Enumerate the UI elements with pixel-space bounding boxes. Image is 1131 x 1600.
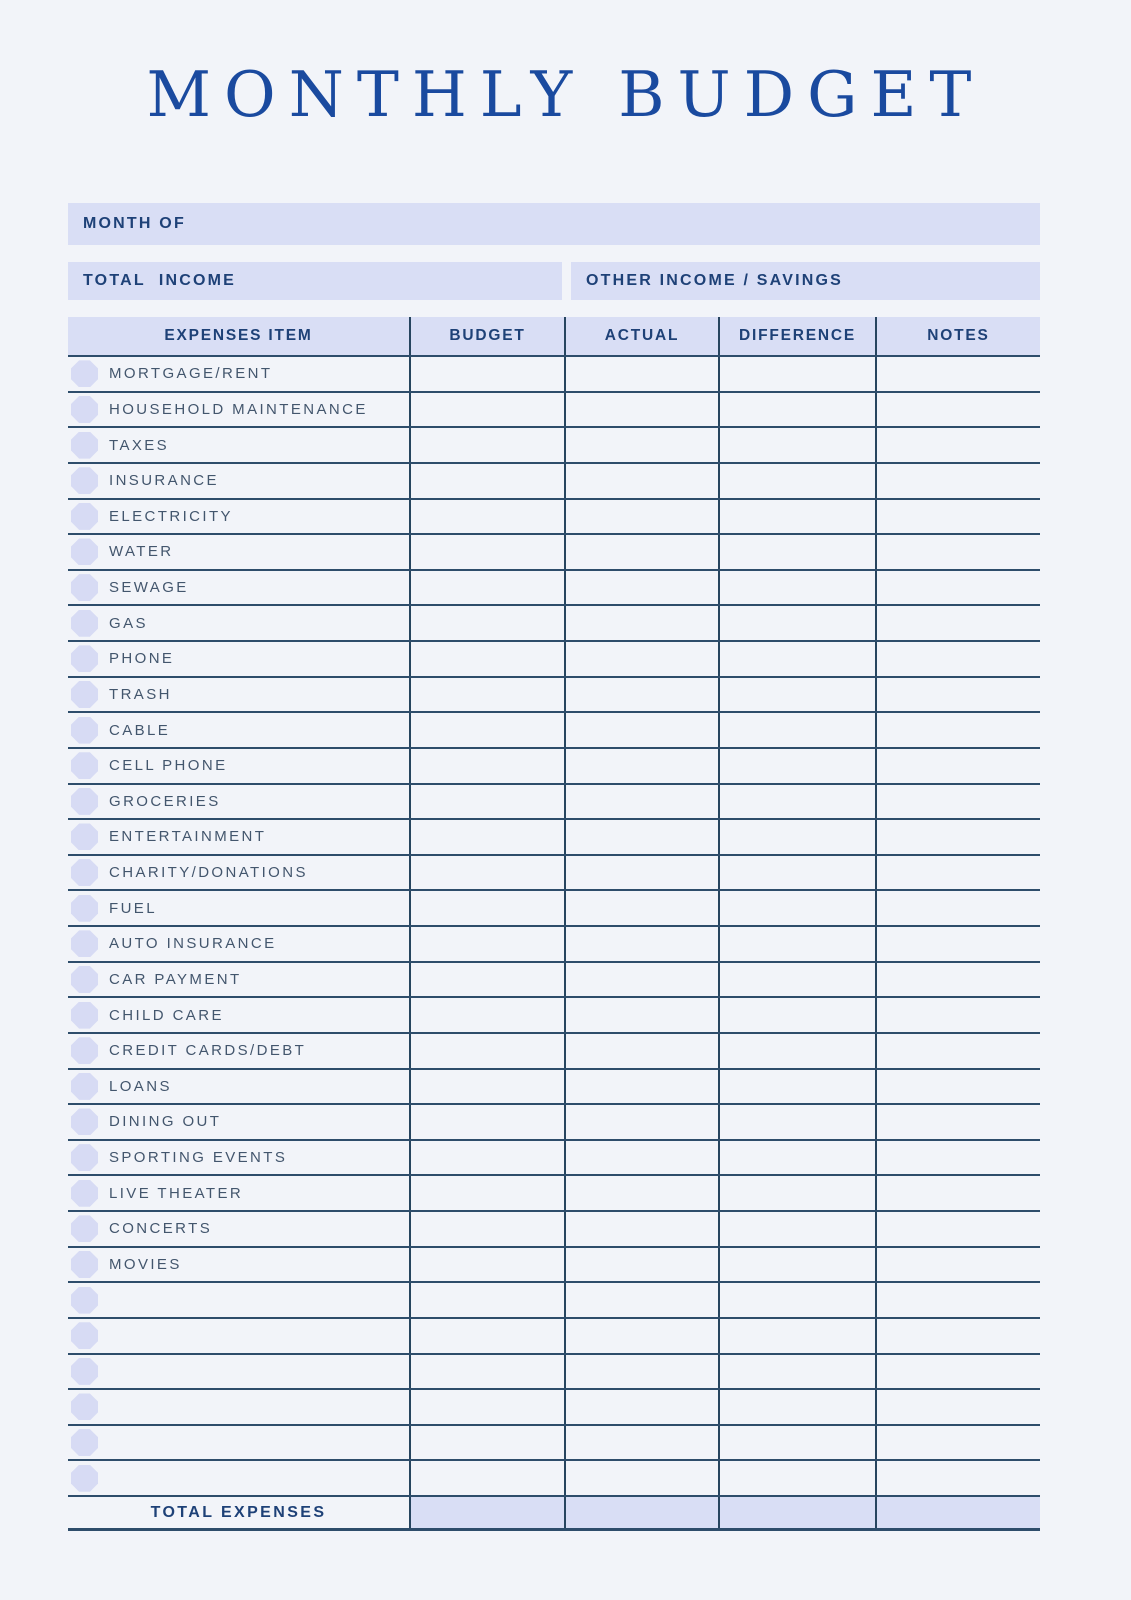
expense-row <box>68 535 1040 571</box>
budget-cell <box>409 500 564 534</box>
expense-label: CABLE <box>109 721 171 739</box>
month-of-bar <box>68 203 1040 245</box>
expense-item-cell <box>68 678 409 712</box>
budget-cell <box>409 1319 564 1353</box>
difference-cell <box>718 963 875 997</box>
expense-item-cell <box>68 1105 409 1139</box>
expense-item-cell <box>68 785 409 819</box>
notes-cell <box>875 535 1040 569</box>
header-budget <box>409 317 564 355</box>
expense-label: CELL PHONE <box>109 757 228 775</box>
notes-cell <box>875 357 1040 391</box>
total-actual-cell <box>564 1497 718 1528</box>
expense-row <box>68 642 1040 678</box>
expense-item-cell <box>68 464 409 498</box>
budget-cell <box>409 606 564 640</box>
octagon-bullet-icon <box>71 1108 98 1135</box>
expense-item-cell <box>68 1355 409 1389</box>
notes-cell <box>875 820 1040 854</box>
actual-cell <box>564 1034 718 1068</box>
difference-cell <box>718 1319 875 1353</box>
expense-row <box>68 393 1040 429</box>
difference-cell <box>718 713 875 747</box>
actual-cell <box>564 428 718 462</box>
notes-cell <box>875 500 1040 534</box>
difference-cell <box>718 1248 875 1282</box>
expense-row <box>68 749 1040 785</box>
actual-cell <box>564 1319 718 1353</box>
header-notes-label: NOTES <box>927 327 990 344</box>
expense-item-cell <box>68 500 409 534</box>
notes-cell <box>875 1390 1040 1424</box>
header-expenses-item-label: EXPENSES ITEM <box>164 327 313 344</box>
header-difference-label: DIFFERENCE <box>738 327 857 344</box>
expense-row <box>68 1283 1040 1319</box>
budget-cell <box>409 642 564 676</box>
octagon-bullet-icon <box>71 1322 98 1349</box>
octagon-bullet-icon <box>71 396 98 423</box>
expense-label: CHILD CARE <box>109 1006 224 1024</box>
budget-cell <box>409 891 564 925</box>
actual-cell <box>564 1212 718 1246</box>
notes-cell <box>875 1248 1040 1282</box>
octagon-bullet-icon <box>71 1073 98 1100</box>
total-income-bar <box>68 262 562 300</box>
difference-cell <box>718 1176 875 1210</box>
budget-cell <box>409 571 564 605</box>
expense-row <box>68 1141 1040 1177</box>
total-expenses-label-cell <box>68 1497 409 1528</box>
octagon-bullet-icon <box>71 1215 98 1242</box>
budget-cell <box>409 535 564 569</box>
expense-row <box>68 820 1040 856</box>
difference-cell <box>718 1461 875 1495</box>
header-budget-label: BUDGET <box>449 327 526 344</box>
difference-cell <box>718 785 875 819</box>
notes-cell <box>875 1141 1040 1175</box>
octagon-bullet-icon <box>71 823 98 850</box>
octagon-bullet-icon <box>71 1358 98 1385</box>
actual-cell <box>564 963 718 997</box>
octagon-bullet-icon <box>71 1180 98 1207</box>
month-of-label: MONTH OF <box>83 215 186 232</box>
difference-cell <box>718 1070 875 1104</box>
difference-cell <box>718 535 875 569</box>
expense-label: TRASH <box>109 685 172 703</box>
budget-cell <box>409 1461 564 1495</box>
header-actual <box>564 317 718 355</box>
expense-item-cell <box>68 606 409 640</box>
octagon-bullet-icon <box>71 1393 98 1420</box>
expense-label: HOUSEHOLD MAINTENANCE <box>109 400 368 418</box>
budget-cell <box>409 713 564 747</box>
expense-item-cell <box>68 1070 409 1104</box>
expense-item-cell <box>68 891 409 925</box>
difference-cell <box>718 1390 875 1424</box>
expense-item-cell <box>68 749 409 783</box>
total-expenses-label: TOTAL EXPENSES <box>150 1503 327 1521</box>
difference-cell <box>718 642 875 676</box>
budget-cell <box>409 1248 564 1282</box>
expense-label: FUEL <box>109 899 157 917</box>
actual-cell <box>564 1141 718 1175</box>
total-income-label: TOTAL INCOME <box>83 272 237 289</box>
budget-cell <box>409 856 564 890</box>
notes-cell <box>875 713 1040 747</box>
expense-item-cell <box>68 642 409 676</box>
notes-cell <box>875 891 1040 925</box>
actual-cell <box>564 464 718 498</box>
expense-row <box>68 785 1040 821</box>
actual-cell <box>564 1355 718 1389</box>
difference-cell <box>718 464 875 498</box>
expense-label: GROCERIES <box>109 792 221 810</box>
octagon-bullet-icon <box>71 1037 98 1064</box>
budget-cell <box>409 1426 564 1460</box>
difference-cell <box>718 1212 875 1246</box>
notes-cell <box>875 1176 1040 1210</box>
total-budget-cell <box>409 1497 564 1528</box>
notes-cell <box>875 464 1040 498</box>
expense-row <box>68 1105 1040 1141</box>
notes-cell <box>875 1070 1040 1104</box>
actual-cell <box>564 535 718 569</box>
difference-cell <box>718 891 875 925</box>
budget-cell <box>409 1034 564 1068</box>
expense-label: CHARITY/DONATIONS <box>109 864 308 882</box>
expense-row <box>68 464 1040 500</box>
notes-cell <box>875 1105 1040 1139</box>
expense-item-cell <box>68 1426 409 1460</box>
notes-cell <box>875 1461 1040 1495</box>
notes-cell <box>875 393 1040 427</box>
notes-cell <box>875 1212 1040 1246</box>
budget-cell <box>409 785 564 819</box>
difference-cell <box>718 500 875 534</box>
expense-label: TAXES <box>109 436 170 454</box>
actual-cell <box>564 820 718 854</box>
expense-row <box>68 357 1040 393</box>
expense-label: CONCERTS <box>109 1220 213 1238</box>
notes-cell <box>875 428 1040 462</box>
expense-label: MOVIES <box>109 1255 182 1273</box>
notes-cell <box>875 678 1040 712</box>
actual-cell <box>564 1426 718 1460</box>
expense-item-cell <box>68 1390 409 1424</box>
expense-item-cell <box>68 357 409 391</box>
expense-label: ELECTRICITY <box>109 507 233 525</box>
budget-cell <box>409 749 564 783</box>
difference-cell <box>718 1105 875 1139</box>
actual-cell <box>564 357 718 391</box>
expense-item-cell <box>68 998 409 1032</box>
notes-cell <box>875 785 1040 819</box>
budget-cell <box>409 1283 564 1317</box>
actual-cell <box>564 1390 718 1424</box>
actual-cell <box>564 1283 718 1317</box>
notes-cell <box>875 998 1040 1032</box>
actual-cell <box>564 785 718 819</box>
expense-label: DINING OUT <box>109 1113 222 1131</box>
notes-cell <box>875 1283 1040 1317</box>
header-actual-label: ACTUAL <box>604 327 680 344</box>
actual-cell <box>564 642 718 676</box>
total-difference-cell <box>718 1497 875 1528</box>
notes-cell <box>875 1426 1040 1460</box>
expense-label: SPORTING EVENTS <box>109 1149 288 1167</box>
budget-cell <box>409 428 564 462</box>
budget-cell <box>409 464 564 498</box>
actual-cell <box>564 678 718 712</box>
difference-cell <box>718 1283 875 1317</box>
budget-cell <box>409 1070 564 1104</box>
difference-cell <box>718 1034 875 1068</box>
expense-row <box>68 606 1040 642</box>
budget-cell <box>409 393 564 427</box>
octagon-bullet-icon <box>71 752 98 779</box>
expense-label: AUTO INSURANCE <box>109 935 277 953</box>
budget-cell <box>409 1355 564 1389</box>
header-difference <box>718 317 875 355</box>
expense-row <box>68 571 1040 607</box>
budget-cell <box>409 820 564 854</box>
octagon-bullet-icon <box>71 360 98 387</box>
expense-item-cell <box>68 1319 409 1353</box>
expense-item-cell <box>68 1034 409 1068</box>
difference-cell <box>718 820 875 854</box>
expense-item-cell <box>68 571 409 605</box>
notes-cell <box>875 927 1040 961</box>
octagon-bullet-icon <box>71 574 98 601</box>
octagon-bullet-icon <box>71 1287 98 1314</box>
expense-item-cell <box>68 1248 409 1282</box>
difference-cell <box>718 357 875 391</box>
octagon-bullet-icon <box>71 1002 98 1029</box>
actual-cell <box>564 1248 718 1282</box>
expense-label: LIVE THEATER <box>109 1184 244 1202</box>
actual-cell <box>564 713 718 747</box>
budget-cell <box>409 1212 564 1246</box>
difference-cell <box>718 1355 875 1389</box>
octagon-bullet-icon <box>71 538 98 565</box>
notes-cell <box>875 749 1040 783</box>
expense-item-cell <box>68 1176 409 1210</box>
page-title: MONTHLY BUDGET <box>146 58 985 131</box>
table-header-row <box>68 317 1040 357</box>
expense-row <box>68 1355 1040 1391</box>
actual-cell <box>564 571 718 605</box>
octagon-bullet-icon <box>71 503 98 530</box>
expense-row <box>68 891 1040 927</box>
expense-item-cell <box>68 428 409 462</box>
octagon-bullet-icon <box>71 645 98 672</box>
budget-cell <box>409 357 564 391</box>
octagon-bullet-icon <box>71 895 98 922</box>
expense-label: MORTGAGE/RENT <box>109 365 273 383</box>
expense-item-cell <box>68 393 409 427</box>
octagon-bullet-icon <box>71 681 98 708</box>
actual-cell <box>564 927 718 961</box>
expense-item-cell <box>68 927 409 961</box>
budget-cell <box>409 678 564 712</box>
expense-item-cell <box>68 1283 409 1317</box>
expense-item-cell <box>68 820 409 854</box>
expense-row <box>68 678 1040 714</box>
expense-item-cell <box>68 856 409 890</box>
difference-cell <box>718 749 875 783</box>
actual-cell <box>564 1461 718 1495</box>
expense-row <box>68 428 1040 464</box>
expenses-table <box>68 317 1040 1531</box>
header-expenses-item <box>68 317 409 355</box>
difference-cell <box>718 393 875 427</box>
budget-cell <box>409 1176 564 1210</box>
expense-row <box>68 1461 1040 1497</box>
expense-item-cell <box>68 1461 409 1495</box>
octagon-bullet-icon <box>71 610 98 637</box>
expense-row <box>68 1212 1040 1248</box>
expense-row <box>68 1176 1040 1212</box>
expense-row <box>68 998 1040 1034</box>
difference-cell <box>718 856 875 890</box>
expense-row <box>68 1034 1040 1070</box>
expense-item-cell <box>68 963 409 997</box>
octagon-bullet-icon <box>71 467 98 494</box>
header-notes <box>875 317 1040 355</box>
other-income-savings-label: OTHER INCOME / SAVINGS <box>586 272 844 289</box>
octagon-bullet-icon <box>71 966 98 993</box>
total-expenses-row <box>68 1497 1040 1531</box>
notes-cell <box>875 1355 1040 1389</box>
expense-row <box>68 1070 1040 1106</box>
actual-cell <box>564 1176 718 1210</box>
expense-label: PHONE <box>109 650 175 668</box>
notes-cell <box>875 1034 1040 1068</box>
octagon-bullet-icon <box>71 717 98 744</box>
actual-cell <box>564 998 718 1032</box>
difference-cell <box>718 1141 875 1175</box>
difference-cell <box>718 571 875 605</box>
expense-label: CAR PAYMENT <box>109 970 242 988</box>
expense-label: LOANS <box>109 1077 172 1095</box>
octagon-bullet-icon <box>71 930 98 957</box>
expense-row <box>68 500 1040 536</box>
expense-row <box>68 1426 1040 1462</box>
expense-label: GAS <box>109 614 148 632</box>
expense-label: INSURANCE <box>109 472 219 490</box>
actual-cell <box>564 393 718 427</box>
budget-cell <box>409 1390 564 1424</box>
actual-cell <box>564 856 718 890</box>
notes-cell <box>875 963 1040 997</box>
expense-item-cell <box>68 535 409 569</box>
actual-cell <box>564 500 718 534</box>
expense-row <box>68 927 1040 963</box>
other-income-savings-bar <box>571 262 1040 300</box>
budget-cell <box>409 963 564 997</box>
difference-cell <box>718 678 875 712</box>
difference-cell <box>718 606 875 640</box>
difference-cell <box>718 1426 875 1460</box>
total-notes-cell <box>875 1497 1040 1528</box>
expense-row <box>68 1319 1040 1355</box>
expense-row <box>68 1248 1040 1284</box>
actual-cell <box>564 606 718 640</box>
budget-cell <box>409 1105 564 1139</box>
notes-cell <box>875 1319 1040 1353</box>
octagon-bullet-icon <box>71 859 98 886</box>
actual-cell <box>564 1070 718 1104</box>
octagon-bullet-icon <box>71 1251 98 1278</box>
budget-cell <box>409 927 564 961</box>
actual-cell <box>564 1105 718 1139</box>
octagon-bullet-icon <box>71 1429 98 1456</box>
expense-label: WATER <box>109 543 174 561</box>
expense-row <box>68 713 1040 749</box>
actual-cell <box>564 749 718 783</box>
octagon-bullet-icon <box>71 788 98 815</box>
budget-cell <box>409 1141 564 1175</box>
notes-cell <box>875 606 1040 640</box>
octagon-bullet-icon <box>71 432 98 459</box>
difference-cell <box>718 927 875 961</box>
octagon-bullet-icon <box>71 1144 98 1171</box>
notes-cell <box>875 571 1040 605</box>
actual-cell <box>564 891 718 925</box>
expense-item-cell <box>68 1141 409 1175</box>
table-body <box>68 357 1040 1497</box>
expense-item-cell <box>68 713 409 747</box>
difference-cell <box>718 428 875 462</box>
expense-label: SEWAGE <box>109 579 189 597</box>
budget-cell <box>409 998 564 1032</box>
expense-row <box>68 1390 1040 1426</box>
expense-label: CREDIT CARDS/DEBT <box>109 1042 307 1060</box>
octagon-bullet-icon <box>71 1465 98 1492</box>
expense-row <box>68 856 1040 892</box>
notes-cell <box>875 856 1040 890</box>
difference-cell <box>718 998 875 1032</box>
expense-row <box>68 963 1040 999</box>
notes-cell <box>875 642 1040 676</box>
expense-item-cell <box>68 1212 409 1246</box>
expense-label: ENTERTAINMENT <box>109 828 267 846</box>
